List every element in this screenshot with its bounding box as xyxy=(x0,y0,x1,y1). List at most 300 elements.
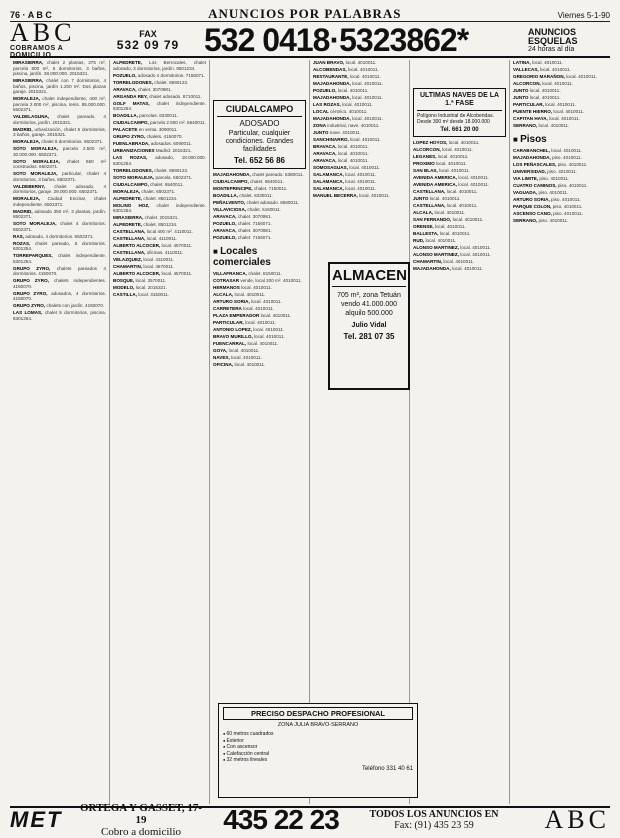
ad-heading: MORALEJA, xyxy=(13,196,41,201)
classified-ad xyxy=(513,95,607,101)
ad-heading: JUNTO xyxy=(313,130,329,135)
classified-ad xyxy=(413,154,506,160)
ultimas-title: ULTIMAS NAVES DE LA 1.ª FASE xyxy=(417,92,502,111)
ad-text: local. 4010011. xyxy=(243,305,274,311)
ad-text: parcela 2.500 m², 30.000.000. 6502371. xyxy=(13,146,107,157)
ad-text: parcelas. 6330011. xyxy=(139,113,179,118)
ad-text: chalet adosado. 8560011. xyxy=(246,200,300,205)
classified-ad xyxy=(313,165,406,171)
esquelas-title: ANUNCIOS ESQUELAS xyxy=(528,26,578,46)
ad-heading: JUAN BRAVO, xyxy=(313,60,345,65)
ad-text: local. 4010011. xyxy=(337,144,369,149)
ad-heading: MONTEPRINCIPE, xyxy=(213,186,253,191)
ad-text: local. 4010011. xyxy=(439,231,471,236)
classified-ad xyxy=(113,120,206,126)
classified-ad xyxy=(113,222,206,228)
ad-text: local. 4010011. xyxy=(439,168,470,173)
ad-text: adosado 4 dormitorios. 7156071. xyxy=(137,72,205,78)
preciso-despacho-box xyxy=(218,703,418,798)
section-title: ANUNCIOS POR PALABRAS xyxy=(208,6,402,21)
ad-text: chalet independiente. 6301254. xyxy=(113,202,207,213)
ad-text: parcela 2.500 m². 6540011. xyxy=(150,120,206,125)
classified-ad xyxy=(213,221,306,227)
ad-text: local. 4010011. xyxy=(245,319,276,325)
ad-text: local. 4010011. xyxy=(228,347,260,353)
almacen-title: ALMACEN xyxy=(332,267,406,287)
classified-ad xyxy=(13,303,106,309)
ad-heading: SOMOSAGUAS, xyxy=(313,165,348,170)
ad-heading: POZUELO, xyxy=(213,221,237,226)
footer-cobro: Cobro a domicilio xyxy=(100,826,182,838)
classified-ad xyxy=(213,271,306,277)
ad-heading: MAJADAHONDA, xyxy=(313,116,351,121)
ad-heading: GOYA, xyxy=(213,347,228,353)
classified-ad xyxy=(13,278,106,289)
ad-text: local. 4010011. xyxy=(443,259,475,264)
ad-heading: ARAVACA, xyxy=(313,158,337,163)
ad-text: chalet con 7 dormitorios, 4 baños, piscina, jardín 1.200 m². Dos plazas garaje. 2015321. xyxy=(13,78,106,94)
ad-heading: GRUPO ZYRO, xyxy=(13,303,46,308)
ad-heading: PARTICULAR, xyxy=(513,102,544,107)
classified-ad xyxy=(313,193,406,199)
ad-text: local. 4010011. xyxy=(435,161,467,166)
ad-text: local. 4010011. xyxy=(345,172,376,177)
ad-heading: ARAVACA, xyxy=(213,228,237,233)
ad-heading: ARTURO SORIA, xyxy=(213,298,250,304)
ad-text: chalet. 8501234. xyxy=(143,222,178,227)
ad-heading: TORRELODONES, xyxy=(113,79,153,85)
classified-ad xyxy=(113,243,206,249)
classified-ad xyxy=(313,123,406,129)
classified-ad xyxy=(113,203,206,214)
ad-text: local. 4570011. xyxy=(161,271,193,276)
footer-abc-logo: ABC xyxy=(544,805,610,834)
ad-heading: VALDELAGUNA, xyxy=(13,114,50,119)
classified-ad xyxy=(113,175,206,181)
ad-text: local. 4010011. xyxy=(241,284,272,290)
ad-text: local. 4010011. xyxy=(234,291,266,297)
ad-heading: FUENLABRADA, xyxy=(113,141,150,146)
ad-text: chalet independiente. 6301254. xyxy=(13,253,106,264)
ad-heading: PLAZA EMPERADOR xyxy=(213,312,260,318)
ad-text: local. 4010011. xyxy=(539,67,571,72)
ad-text: local. 4010011. xyxy=(437,154,469,159)
ad-text: Los Berrocales, chalet adosado, 3 dormitorios, jardín. 8501234. xyxy=(113,60,206,71)
classified-ad xyxy=(513,162,607,168)
classified-ad xyxy=(213,362,306,368)
ad-heading: LOS PEÑASCALES, xyxy=(513,161,557,167)
preciso-title: PRECISO DESPACHO PROFESIONAL xyxy=(223,707,413,720)
ad-heading: ORENSE, xyxy=(413,224,434,229)
classified-ad xyxy=(513,211,607,217)
classified-ad xyxy=(413,224,506,230)
ad-text: piso. 4010011. xyxy=(552,203,583,209)
ad-text: piso. 4010011. xyxy=(551,196,581,202)
classified-ad xyxy=(513,176,607,182)
classified-ad xyxy=(113,73,206,79)
ad-heading: CASTELLANA, xyxy=(413,189,446,194)
ad-text: chalet 6 dormitorios. 6502371. xyxy=(41,139,104,144)
fax-label: FAX xyxy=(139,28,157,39)
classified-ad xyxy=(213,179,306,185)
ad-text: adosado, 18.000.000. 6301254. xyxy=(113,155,207,166)
classified-ad xyxy=(213,207,306,213)
classified-ad xyxy=(113,215,206,221)
ad-heading: MAJADAHONDA, xyxy=(313,81,351,86)
ad-heading: MANUEL BECERRA, xyxy=(313,193,358,198)
ad-heading: PARQUE COLON, xyxy=(513,203,552,209)
ad-heading: CASTELLANA, xyxy=(113,250,146,255)
ad-heading: ALONSO MARTINEZ, xyxy=(413,245,459,250)
classified-ad xyxy=(13,184,106,195)
classified-ad xyxy=(113,182,206,188)
ad-text: local. 4010011. xyxy=(553,109,585,114)
ad-heading: SALAMANCA, xyxy=(313,179,344,184)
ad-text: local. 4010011. xyxy=(429,196,461,201)
classified-ad xyxy=(213,348,306,354)
ad-text: local. 4010011. xyxy=(442,147,473,152)
classified-ad xyxy=(313,130,406,136)
classified-ad xyxy=(213,327,306,333)
classified-ad xyxy=(113,264,206,270)
preciso-phone: Teléfono 331 40 61 xyxy=(361,765,413,772)
classified-ad xyxy=(513,155,607,161)
ad-heading: LAS ROZAS, xyxy=(113,155,148,160)
ad-heading: ALPEDRETE, xyxy=(113,60,143,65)
ad-heading: GREGORIO MARAÑON, xyxy=(513,74,565,79)
ad-heading: VELAZQUEZ, xyxy=(113,257,143,262)
ad-text: chalet. 3070981. xyxy=(237,228,272,233)
fax-block xyxy=(96,29,200,52)
ad-text: chalet. 8590123. xyxy=(154,79,189,85)
classified-ad xyxy=(213,172,306,178)
ad-text: piso. 4010011. xyxy=(538,217,569,223)
classified-ad xyxy=(213,193,306,199)
ad-text: local. 4010011. xyxy=(549,116,580,121)
classified-ad xyxy=(513,81,607,87)
classified-ad xyxy=(113,236,206,242)
classified-ad xyxy=(313,151,406,157)
classified-ad xyxy=(513,60,607,66)
ciudalcampo-subtitle: ADOSADO xyxy=(239,119,280,128)
ad-heading: SOTO MORALEJA, xyxy=(13,171,58,176)
ad-heading: RUD, xyxy=(413,238,425,243)
ad-text: local. 4010011. xyxy=(448,140,480,145)
ad-text: céntrico. 4010011. xyxy=(330,109,368,114)
ad-heading: VIA LIMITE, xyxy=(513,175,539,181)
ad-heading: MIRASIERRA, xyxy=(113,215,144,220)
ad-heading: GRUPO ZYRO, xyxy=(13,290,48,296)
classified-ad xyxy=(13,196,106,207)
classified-ad xyxy=(513,183,607,189)
ad-text: piso. 4010011. xyxy=(538,189,569,195)
fax-number: 532 09 79 xyxy=(116,37,180,52)
ad-text: Ciudad Encinar, chalet independiente. 6502371. xyxy=(13,196,107,207)
classified-ad xyxy=(113,250,206,256)
classified-ad xyxy=(13,253,106,264)
ad-text: local. 4010011. xyxy=(352,81,383,86)
classified-ad xyxy=(513,123,607,129)
ad-text: chalet. 7156071. xyxy=(237,221,272,226)
classified-ad xyxy=(513,190,607,196)
column-5 xyxy=(410,60,510,804)
ad-heading: MORALEJA, xyxy=(13,96,41,101)
classified-ad xyxy=(313,109,406,115)
classified-ad xyxy=(313,116,406,122)
ad-heading: ROZAS, xyxy=(13,240,31,246)
classified-ad xyxy=(113,113,206,119)
classified-ad xyxy=(113,87,206,93)
ad-heading: MAJADAHONDA, xyxy=(413,266,451,271)
classified-ad xyxy=(413,245,506,251)
ultimas-phone: Tel. 661 20 00 xyxy=(440,127,479,133)
classified-ad xyxy=(313,81,406,87)
ad-text: local. 4010011. xyxy=(446,189,478,194)
ad-heading: URBANIZACIONES xyxy=(113,148,155,153)
ad-text: chalet 550 m² construidos. 6502371. xyxy=(13,158,106,169)
ad-text: chalet. 7156071. xyxy=(237,235,272,240)
classified-ad xyxy=(13,114,106,125)
ad-text: local. 4010011. xyxy=(434,224,466,229)
classified-ad xyxy=(113,127,206,133)
ad-text: chalet. 6160011. xyxy=(247,207,282,212)
ad-text: chalet. 3070981. xyxy=(237,214,272,219)
classified-ad xyxy=(13,291,106,302)
classified-ad xyxy=(413,175,506,181)
ad-text: local. 4010011. xyxy=(337,158,369,163)
ad-heading: CASTELLANA, xyxy=(113,229,146,234)
ad-text: adosados. 6090011. xyxy=(150,141,193,146)
ad-text: local. 4010011. xyxy=(434,210,466,215)
classified-ad xyxy=(13,159,106,170)
esquelas-block xyxy=(528,28,610,53)
classified-ad xyxy=(213,313,306,319)
column-1 xyxy=(10,60,110,804)
ad-text: chalets pareados 4 dormitorios. 4150070. xyxy=(13,265,106,276)
classified-ad xyxy=(413,231,506,237)
ad-text: local. 4010011. xyxy=(551,147,583,153)
classified-ad xyxy=(213,214,306,220)
classified-ad xyxy=(413,259,506,265)
ad-heading: CAPITAN HAYA, xyxy=(513,116,548,121)
ad-heading: PUENTE HIERRO, xyxy=(513,109,553,114)
ad-heading: CIUDALCAMPO, xyxy=(213,179,249,184)
ad-text: local. 4010011. xyxy=(347,67,379,72)
ad-heading: SAN FERNANDO, xyxy=(413,217,452,222)
ad-text: local. 3150011. xyxy=(138,292,170,297)
classified-ad xyxy=(513,116,607,122)
ad-heading: OFICINA, xyxy=(213,361,234,367)
ad-text: chalet 5 dormitorios, piscina. 6301254. xyxy=(13,310,107,321)
ciudalcampo-box xyxy=(213,100,306,169)
ad-heading: MIRASIERRA, xyxy=(13,78,44,83)
classified-ad xyxy=(313,60,406,66)
ad-heading: BRAVO MURILLO, xyxy=(213,333,253,339)
ad-heading: MODELO, xyxy=(113,285,135,290)
classified-ad xyxy=(413,196,506,202)
ad-text: local. 4010011. xyxy=(251,298,282,304)
ad-text: chalet adosado. 8710011. xyxy=(149,93,202,99)
ad-heading: CIUDALCAMPO, xyxy=(113,181,149,187)
ultimas-body: Polígono Industrial de Alcobendas. Desde 300 m² desde 18.000.000 xyxy=(417,113,494,125)
ad-heading: VILLAFRANCA, xyxy=(213,270,247,276)
classified-ad xyxy=(213,278,306,284)
ad-heading: BALLESTA, xyxy=(413,231,439,236)
ad-text: chalet independiente, 400 m², parcela 2.000 m², piscina, tenis. 85.000.000. 6502371. xyxy=(13,96,106,112)
ad-heading: CHAMARTIN, xyxy=(113,264,143,269)
ad-text: chalet independiente. 6301254. xyxy=(113,100,206,111)
ad-heading: ALCALA, xyxy=(213,291,234,297)
ad-text: chalet. 6502371. xyxy=(141,188,176,194)
ad-heading: RAS, xyxy=(13,233,24,239)
preciso-item: ● 60 metros cuadrados xyxy=(223,731,413,738)
ad-heading: JUNTO xyxy=(513,95,529,100)
ad-text: chalets con jardín. 4150070. xyxy=(46,303,105,308)
ad-heading: SERRANO, xyxy=(513,217,538,223)
ad-text: chalet. 7150011. xyxy=(253,186,288,191)
ad-heading: NAVES, xyxy=(213,354,230,360)
ad-text: urbanización, chalet 5 dormitorios, 3 baños, garaje. 2015321. xyxy=(13,126,107,137)
ad-text: nave. 4010011. xyxy=(329,130,362,135)
ad-heading: CASTELLANA, xyxy=(413,203,446,208)
classified-ad xyxy=(213,320,306,326)
almacen-body: 705 m², zona Tetuán vendo 41.000.000 alquilo 500.000 xyxy=(337,292,401,317)
ad-heading: GRUPO ZYRO, xyxy=(13,265,51,271)
classified-ad xyxy=(213,186,306,192)
ad-heading: MORALEJA, xyxy=(13,139,41,144)
classified-ad xyxy=(213,235,306,241)
almacen-phone: Tel. 281 07 35 xyxy=(343,332,395,341)
classified-ad xyxy=(13,234,106,240)
ad-heading: LOCAL xyxy=(313,109,329,114)
classified-ad xyxy=(113,60,206,71)
ad-heading: LOPEZ HOYOS, xyxy=(413,140,448,145)
ad-heading: BOADILLA, xyxy=(213,193,239,198)
ad-heading: BOADILLA, xyxy=(113,113,139,118)
ad-text: chalet. 8150011. xyxy=(248,270,282,276)
ad-heading: LEGANES, xyxy=(413,154,437,159)
footer-banner xyxy=(10,802,610,838)
classified-ad xyxy=(413,182,506,188)
ad-heading: MADRID, xyxy=(13,208,33,214)
ad-heading: MAJADAHONDA, xyxy=(513,154,551,160)
classified-ad xyxy=(113,292,206,298)
classified-ad xyxy=(13,139,106,145)
ad-text: industrial, nave. 4010011. xyxy=(327,123,380,128)
classified-ad xyxy=(13,96,106,113)
classified-ad xyxy=(413,252,506,258)
ad-heading: ALBERTO ALCOCER, xyxy=(113,271,161,276)
ad-text: local. 4010011. xyxy=(253,326,285,332)
ad-text: local. 4010011. xyxy=(247,340,279,346)
ad-heading: MORALEJA, xyxy=(113,188,141,194)
classified-ad xyxy=(513,197,607,203)
ad-heading: HERMANOS xyxy=(213,284,240,290)
ad-text: local 400 m². 4110011. xyxy=(146,229,193,234)
classified-ad xyxy=(213,285,306,291)
ad-text: chalet. 6330011. xyxy=(239,193,273,198)
classified-ad xyxy=(413,161,506,167)
classified-ad xyxy=(213,355,306,361)
ad-heading: MADRID, xyxy=(13,126,33,132)
ad-text: piso. 4010011. xyxy=(547,168,578,174)
classified-ad xyxy=(213,334,306,340)
ad-heading: MAJADAHONDA, xyxy=(213,172,251,177)
ad-heading: GRUPO ZYRO, xyxy=(113,134,146,139)
classified-ad xyxy=(113,278,206,284)
footer-address xyxy=(76,802,206,838)
preciso-item: ● 32 metros lineales xyxy=(223,757,413,764)
ad-text: local. 4010011. xyxy=(352,116,383,121)
ad-heading: MOLINO HOZ, xyxy=(113,202,150,208)
ad-text: local. 4010011. xyxy=(231,354,262,360)
ad-text: local. 4010011. xyxy=(529,95,561,100)
ad-text: local. 4010011. xyxy=(452,217,484,222)
ad-text: vende, local 200 m². 4010011. xyxy=(240,277,302,283)
ad-text: local. 4010011. xyxy=(349,165,381,170)
ad-heading: TORREPARQUES, xyxy=(13,253,53,258)
ad-text: local. 4010011. xyxy=(260,312,292,318)
classified-ad xyxy=(413,238,506,244)
ad-text: local. 4010011. xyxy=(538,123,570,128)
page-number: 76 · A B C xyxy=(10,10,52,20)
classified-ad xyxy=(313,95,406,101)
ad-text: local. 4010011. xyxy=(352,95,383,100)
ad-heading: CHAMARTIN, xyxy=(413,259,443,264)
classified-ad xyxy=(513,74,607,80)
ad-text: local. 4010011. xyxy=(458,175,490,180)
ad-text: local. 4010011. xyxy=(532,60,563,65)
ad-heading: ARGANDA REY, xyxy=(113,93,148,99)
ad-heading: VALLECAS, xyxy=(513,67,539,72)
classified-ad xyxy=(13,266,106,277)
classified-ad xyxy=(213,341,306,347)
classified-ad xyxy=(13,221,106,232)
preciso-item: ● Calefacción central xyxy=(223,751,413,758)
ad-heading: CARABANCHEL, xyxy=(513,147,551,153)
classified-ad xyxy=(413,217,506,223)
classified-ad xyxy=(113,141,206,147)
banner-phone: 532 0418·5323862* xyxy=(204,22,469,58)
ad-heading: BRAVACA, xyxy=(313,144,337,149)
classified-ad xyxy=(213,299,306,305)
classified-ad xyxy=(313,67,406,73)
almacen-box xyxy=(328,262,410,390)
ad-text: chalet 4 dormitorios. 6502371. xyxy=(13,221,106,232)
ad-heading: SOTO MORALEJA, xyxy=(113,174,155,180)
classified-ad xyxy=(413,266,506,272)
classified-ad xyxy=(413,140,506,146)
ad-text: local. 4010011. xyxy=(542,81,573,86)
ad-heading: LAS ROZAS, xyxy=(313,102,341,107)
ad-text: Madrid. 2015321. xyxy=(155,148,192,153)
ad-text: chalet adosado, 4 dormitorios, garaje. 29.000.000. 6502371. xyxy=(13,183,106,194)
classified-ad xyxy=(313,88,406,94)
ad-text: en venta. 3090011. xyxy=(138,127,178,132)
classified-ad xyxy=(113,229,206,235)
ad-heading: PALACETE xyxy=(113,127,138,132)
ad-text: local. 4570011. xyxy=(161,243,193,248)
ad-heading: AVENIDA AMERICA, xyxy=(413,175,457,180)
abc-logo-block xyxy=(10,18,96,59)
ad-text: chalet. 2015321. xyxy=(144,215,179,220)
classified-ad xyxy=(213,200,306,206)
classified-ad xyxy=(113,285,206,291)
page-date: Viernes 5-1-90 xyxy=(557,11,610,20)
column-3 xyxy=(210,60,310,804)
preciso-subtitle: ZONA JULIA BRAVO-SERRANO xyxy=(277,722,359,728)
ad-heading: FUENCARRAL, xyxy=(213,340,247,346)
